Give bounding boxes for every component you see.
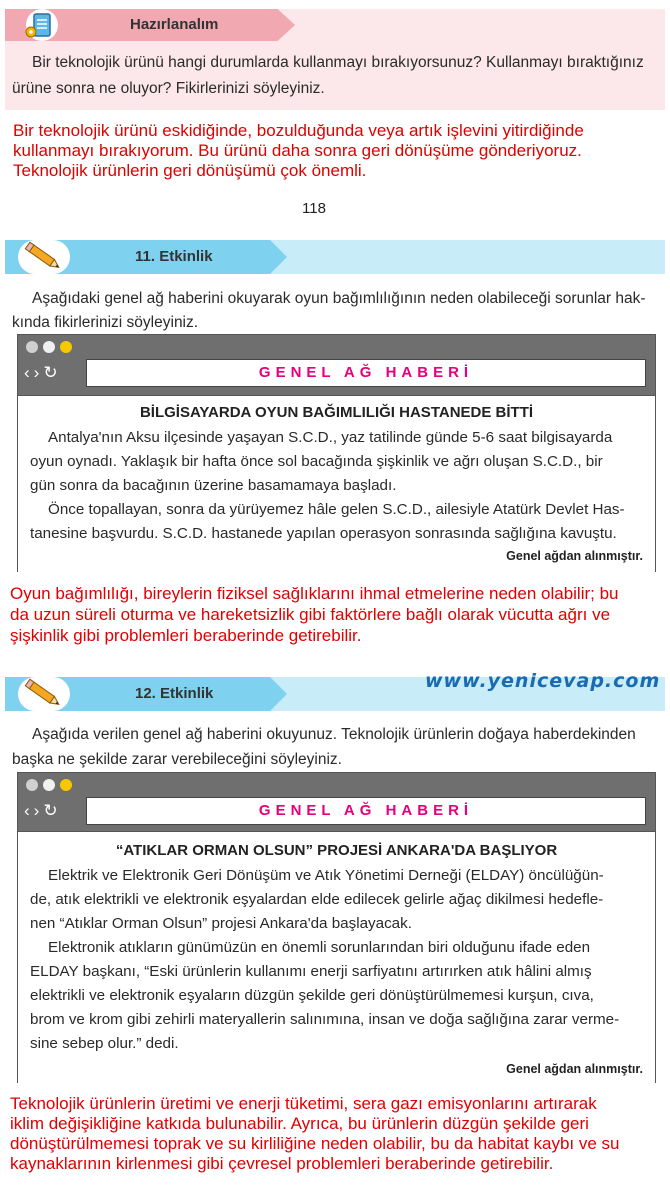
news-title-12: “ATIKLAR ORMAN OLSUN” PROJESİ ANKARA'DA BAŞLIYOR [115, 842, 558, 859]
news-11-p2-line-1: Önce topallayan, sonra da yürüyemez hâle gelen S.C.D., ailesiyle Atatürk Devlet Has- [48, 501, 625, 518]
clipboard-gears-icon [20, 8, 64, 42]
forward-icon[interactable]: › [33, 363, 44, 382]
browser-nav [24, 801, 62, 821]
news-window-12 [17, 772, 656, 1083]
address-bar[interactable]: GENEL AĞ HABERİ [86, 359, 646, 387]
activity-12-answer-line-2: iklim değişikliğine katkıda bulunabilir. Ayrıca, bu ürünlerin düzgün şekilde geri [10, 1114, 589, 1133]
address-bar[interactable]: GENEL AĞ HABERİ [86, 797, 646, 825]
activity-12-intro-line-1: Aşağıda verilen genel ağ haberini okuyunuz. Teknolojik ürünlerin doğaya haberdekinden [32, 726, 636, 743]
window-controls [26, 778, 77, 796]
window-dot-icon[interactable] [26, 779, 38, 791]
activity-11-intro-line-2: kında fikirlerinizi söyleyiniz. [12, 314, 199, 331]
page-number: 118 [302, 200, 326, 217]
news-11-source: Genel ağdan alınmıştır. [506, 549, 643, 563]
activity-11-answer-line-2: da uzun süreli oturma ve hareketsizlik gibi faktörlere bağlı olarak vücutta ağrı ve [10, 605, 611, 624]
back-icon[interactable]: ‹ [24, 801, 34, 820]
forward-icon[interactable]: › [33, 801, 44, 820]
activity-12-answer-line-3: dönüştürülmemesi toprak ve su kirliliğine neden olabilir, bu da habitat kaybı ve su [10, 1134, 620, 1153]
prep-answer-line-3: Teknolojik ürünlerin geri dönüşümü çok önemli. [13, 161, 367, 180]
activity-11-title: 11. Etkinlik [135, 248, 213, 265]
news-11-p1-line-2: oyun oynadı. Yaklaşık bir hafta önce sol bacağında şişkinlik ve ağrı oluşan S.C.D., bir [30, 453, 603, 470]
news-12-p2-line-1: Elektronik atıkların günümüzün en önemli sorunlarından biri olduğunu ifade eden [48, 939, 591, 956]
news-11-p1-line-3: gün sonra da bacağının üzerine basamamaya başladı. [30, 477, 397, 494]
news-12-p1-line-2: de, atık elektrikli ve elektronik eşyalardan elde edilecek gelirle ağaç dikilmesi hedefle- [30, 891, 604, 908]
window-dot-icon[interactable] [26, 341, 38, 353]
window-dot-icon[interactable] [60, 779, 72, 791]
news-11-p2-line-2: tanesine başvurdu. S.C.D. hastanede yapılan operasyon sonrasında sağlığına kavuştu. [30, 525, 617, 542]
news-window-11 [17, 334, 656, 572]
pencil-icon [18, 240, 70, 274]
activity-12-intro-line-2: başka ne şekilde zarar verebileceğini söyleyiniz. [12, 751, 342, 768]
news-12-p2-line-3: elektrikli ve elektronik eşyaların düzgün şekilde geri dönüştürülmemesi kurşun, cıva, [30, 987, 594, 1004]
activity-12-title: 12. Etkinlik [135, 685, 214, 702]
browser-nav [24, 363, 62, 383]
activity-12-answer-line-1: Teknolojik ürünlerin üretimi ve enerji tüketimi, sera gazı emisyonlarını artırarak [10, 1094, 597, 1113]
window-dot-icon[interactable] [43, 779, 55, 791]
news-12-p2-line-5: sine sebep olur.” dedi. [30, 1035, 179, 1052]
watermark: www.yenicevap.com [425, 670, 661, 692]
news-title-11: BİLGİSAYARDA OYUN BAĞIMLILIĞI HASTANEDE BİTTİ [139, 404, 534, 421]
activity-11-answer-line-3: şişkinlik gibi problemleri beraberinde getirebilir. [10, 626, 362, 645]
pencil-icon [18, 677, 70, 711]
news-12-p1-line-3: nen “Atıklar Orman Olsun” projesi Ankara'da başlayacak. [30, 915, 412, 932]
prep-question-line-2: ürüne sonra ne oluyor? Fikirlerinizi söyleyiniz. [12, 80, 325, 97]
prep-answer-line-2: kullanmayı bırakıyorum. Bu ürünü daha sonra geri dönüşüme gönderiyoruz. [13, 141, 582, 160]
window-dot-icon[interactable] [43, 341, 55, 353]
window-dot-icon[interactable] [60, 341, 72, 353]
window-controls [26, 340, 77, 358]
activity-11-intro-line-1: Aşağıdaki genel ağ haberini okuyarak oyun bağımlılığının neden olabileceği sorunlar hak- [32, 290, 646, 307]
refresh-icon[interactable]: ↻ [43, 801, 62, 820]
back-icon[interactable]: ‹ [24, 363, 34, 382]
news-11-p1-line-1: Antalya'nın Aksu ilçesinde yaşayan S.C.D., yaz tatilinde günde 5-6 saat bilgisayarda [48, 429, 613, 446]
news-content-11 [18, 395, 655, 572]
activity-11-answer-line-1: Oyun bağımlılığı, bireylerin fiziksel sağlıklarını ihmal etmelerine neden olabilir; bu [10, 584, 619, 603]
news-12-p2-line-2: ELDAY başkanı, “Eski ürünlerin kullanımı enerji sarfiyatını artırırken atık hâlini almış [30, 963, 592, 980]
activity-12-answer-line-4: kaynaklarının kirlenmesi gibi çevresel problemleri beraberinde getirebilir. [10, 1154, 554, 1173]
news-content-12 [18, 831, 655, 1083]
prep-question-line-1: Bir teknolojik ürünü hangi durumlarda kullanmayı bırakıyorsunuz? Kullanmayı bıraktığınız [32, 54, 644, 71]
prep-title: Hazırlanalım [130, 16, 219, 33]
news-12-source: Genel ağdan alınmıştır. [506, 1062, 643, 1076]
news-12-p1-line-1: Elektrik ve Elektronik Geri Dönüşüm ve Atık Yönetimi Derneği (ELDAY) öncülüğün- [48, 867, 604, 884]
news-12-p2-line-4: brom ve krom gibi zehirli materyallerin salınımına, insan ve doğa sağlığına zarar verme- [30, 1011, 620, 1028]
prep-answer-line-1: Bir teknolojik ürünü eskidiğinde, bozulduğunda veya artık işlevini yitirdiğinde [13, 121, 584, 140]
refresh-icon[interactable]: ↻ [43, 363, 62, 382]
